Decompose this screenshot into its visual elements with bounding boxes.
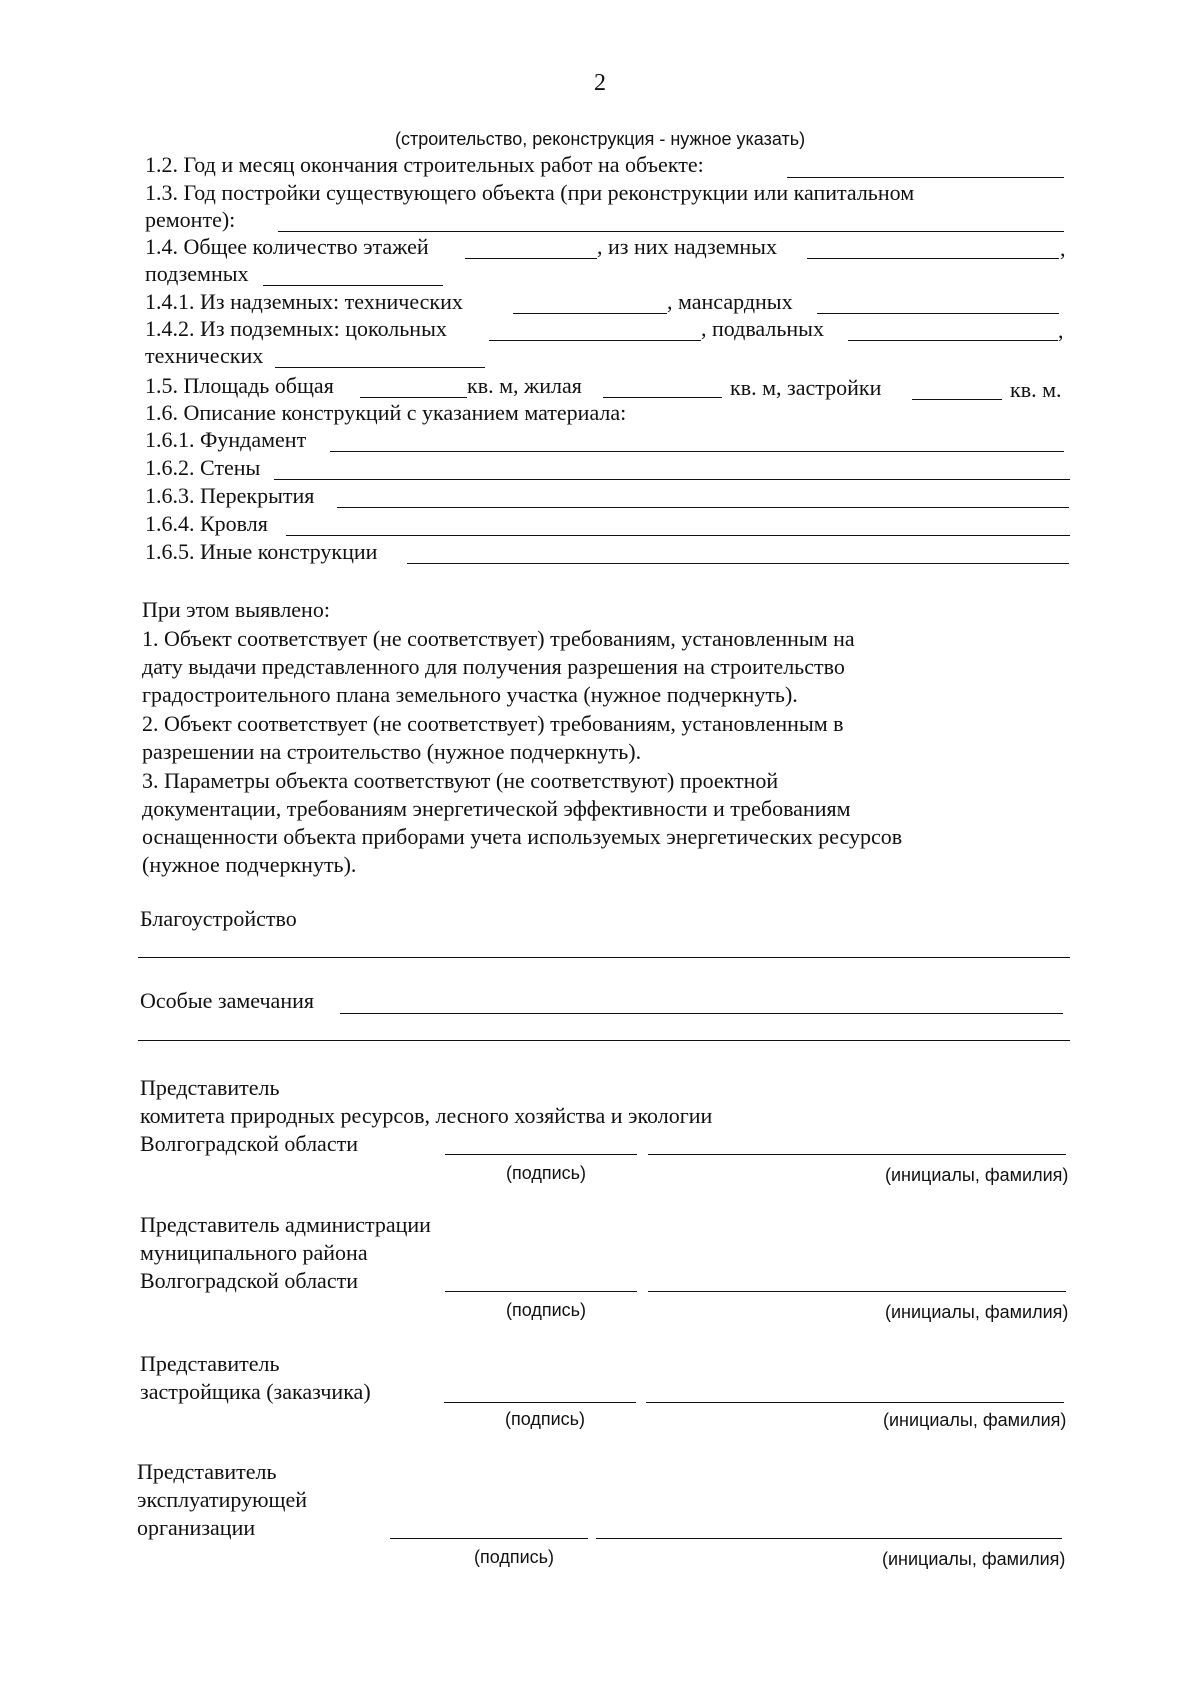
name-caption: (инициалы, фамилия) bbox=[885, 1302, 1069, 1322]
floors-label: 1.6.3. Перекрытия bbox=[145, 483, 315, 508]
cellar-label: , подвальных bbox=[701, 316, 824, 341]
signature-blank[interactable] bbox=[390, 1538, 588, 1539]
total-floors-blank[interactable] bbox=[465, 258, 597, 259]
built-area-label: кв. м, застройки bbox=[730, 375, 882, 400]
basement-plinth-blank[interactable] bbox=[489, 340, 701, 341]
field-1-3-blank[interactable] bbox=[278, 231, 1064, 232]
attic-blank[interactable] bbox=[817, 313, 1059, 314]
name-caption: (инициалы, фамилия) bbox=[885, 1165, 1069, 1185]
finding-3-line: оснащенности объекта приборами учета используемых энергетических ресурсов bbox=[142, 824, 903, 849]
technical-below-label: технических bbox=[145, 343, 264, 368]
signature-blank[interactable] bbox=[445, 1154, 637, 1155]
finding-1-line: градостроительного плана земельного участка (нужное подчеркнуть). bbox=[142, 682, 798, 707]
roof-label: 1.6.4. Кровля bbox=[145, 511, 268, 536]
comma: , bbox=[1058, 318, 1064, 343]
field-1-6-label: 1.6. Описание конструкций с указанием материала: bbox=[145, 400, 627, 425]
signature-blank[interactable] bbox=[445, 1291, 637, 1292]
signature-caption: (подпись) bbox=[506, 1300, 587, 1320]
walls-label: 1.6.2. Стены bbox=[145, 455, 261, 480]
construction-caption: (строительство, реконструкция - нужное указать) bbox=[395, 129, 806, 149]
remarks-blank-2[interactable] bbox=[138, 1040, 1070, 1041]
finding-1-line: 1. Объект соответствует (не соответствует) требованиям, установленным на bbox=[142, 626, 855, 651]
rep-operator-line: Представитель bbox=[137, 1459, 277, 1484]
living-area-blank[interactable] bbox=[603, 397, 722, 398]
rep-operator-line: эксплуатирующей bbox=[137, 1487, 308, 1512]
technical-below-blank[interactable] bbox=[275, 367, 485, 368]
field-1-4-1-label: 1.4.1. Из надземных: технических bbox=[145, 289, 463, 314]
rep-operator-line: организации bbox=[137, 1515, 256, 1540]
other-structures-blank[interactable] bbox=[407, 563, 1069, 564]
total-area-blank[interactable] bbox=[360, 397, 467, 398]
signature-caption: (подпись) bbox=[505, 1409, 586, 1429]
rep-committee-line: комитета природных ресурсов, лесного хозяйства и экологии bbox=[140, 1103, 713, 1128]
attic-label: , мансардных bbox=[667, 289, 793, 314]
finding-2-line: 2. Объект соответствует (не соответствует) требованиям, установленным в bbox=[142, 711, 844, 736]
field-1-3-label: 1.3. Год постройки существующего объекта (при реконструкции или капитальном bbox=[145, 180, 915, 205]
name-blank[interactable] bbox=[648, 1291, 1066, 1292]
finding-2-line: разрешении на строительство (нужное подчеркнуть). bbox=[142, 739, 642, 764]
rep-developer-line: застройщика (заказчика) bbox=[140, 1379, 371, 1404]
technical-above-blank[interactable] bbox=[513, 313, 667, 314]
other-structures-label: 1.6.5. Иные конструкции bbox=[145, 539, 378, 564]
rep-developer-line: Представитель bbox=[140, 1351, 280, 1376]
signature-caption: (подпись) bbox=[506, 1163, 587, 1183]
above-ground-label: , из них надземных bbox=[597, 234, 777, 259]
rep-committee-line: Волгоградской области bbox=[140, 1131, 358, 1156]
landscaping-label: Благоустройство bbox=[140, 906, 297, 931]
name-caption: (инициалы, фамилия) bbox=[883, 1410, 1067, 1430]
signature-blank[interactable] bbox=[444, 1402, 636, 1403]
finding-1-line: дату выдачи представленного для получения разрешения на строительство bbox=[142, 654, 845, 679]
underground-blank[interactable] bbox=[263, 285, 443, 286]
field-1-4-label: 1.4. Общее количество этажей bbox=[145, 234, 429, 259]
above-ground-blank[interactable] bbox=[807, 258, 1059, 259]
finding-3-line: документации, требованиям энергетической эффективности и требованиям bbox=[142, 796, 851, 821]
rep-committee-line: Представитель bbox=[140, 1075, 280, 1100]
name-blank[interactable] bbox=[596, 1538, 1062, 1539]
remarks-label: Особые замечания bbox=[140, 988, 314, 1013]
remarks-blank-1[interactable] bbox=[340, 1013, 1063, 1014]
foundation-blank[interactable] bbox=[330, 451, 1064, 452]
comma: , bbox=[1060, 236, 1066, 261]
field-1-5-label: 1.5. Площадь общая bbox=[145, 373, 334, 398]
field-1-2-blank[interactable] bbox=[787, 177, 1064, 178]
built-area-blank[interactable] bbox=[912, 399, 1002, 400]
name-blank[interactable] bbox=[648, 1154, 1066, 1155]
cellar-blank[interactable] bbox=[848, 340, 1058, 341]
landscaping-blank[interactable] bbox=[138, 957, 1070, 958]
signature-caption: (подпись) bbox=[474, 1547, 555, 1567]
floors-blank[interactable] bbox=[337, 507, 1069, 508]
field-1-4-2-label: 1.4.2. Из подземных: цокольных bbox=[145, 316, 447, 341]
findings-intro: При этом выявлено: bbox=[142, 597, 330, 622]
underground-label: подземных bbox=[145, 261, 249, 286]
roof-blank[interactable] bbox=[286, 535, 1070, 536]
rep-administration-line: Волгоградской области bbox=[140, 1268, 358, 1293]
field-1-2-label: 1.2. Год и месяц окончания строительных работ на объекте: bbox=[145, 152, 704, 177]
name-blank[interactable] bbox=[646, 1402, 1064, 1403]
foundation-label: 1.6.1. Фундамент bbox=[145, 427, 307, 452]
rep-administration-line: муниципального района bbox=[140, 1240, 368, 1265]
sq-m-unit: кв. м. bbox=[1010, 377, 1062, 402]
walls-blank[interactable] bbox=[274, 479, 1070, 480]
finding-3-line: (нужное подчеркнуть). bbox=[142, 852, 357, 877]
field-1-3-label-cont: ремонте): bbox=[145, 207, 236, 232]
name-caption: (инициалы, фамилия) bbox=[882, 1549, 1066, 1569]
finding-3-line: 3. Параметры объекта соответствуют (не соответствуют) проектной bbox=[142, 768, 779, 793]
rep-administration-line: Представитель администрации bbox=[140, 1212, 431, 1237]
living-area-label: кв. м, жилая bbox=[467, 373, 582, 398]
page-number: 2 bbox=[594, 70, 606, 96]
